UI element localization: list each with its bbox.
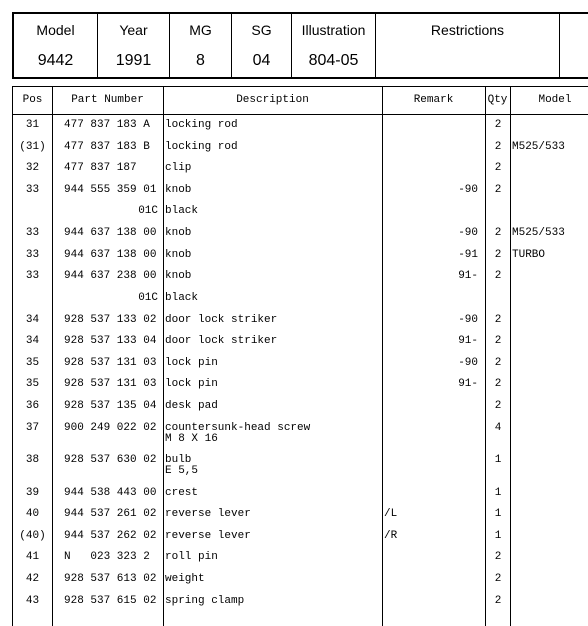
table-row: [13, 454, 588, 480]
part-number-cell: 944 538 443 00: [64, 487, 157, 499]
header-mg-label: MG: [189, 22, 212, 38]
description-cell: door lock striker: [165, 314, 278, 326]
pos-cell: (31): [19, 141, 46, 153]
pos-cell: 33: [25, 270, 40, 282]
pos-cell: 38: [25, 454, 40, 466]
part-number-cell: 928 537 630 02: [64, 454, 157, 466]
description-cell: reverse lever: [165, 508, 251, 520]
description-cell: lock pin: [165, 357, 218, 369]
part-number-cell: 477 837 187: [64, 162, 137, 174]
remark-cell: -90: [458, 357, 478, 369]
remark-cell: /L: [384, 508, 398, 520]
description-cell: knob: [165, 184, 192, 196]
qty-cell: 2: [494, 595, 502, 607]
pos-cell: 43: [25, 595, 40, 607]
table-row: [13, 184, 588, 204]
part-number-cell: 928 537 133 04: [64, 335, 157, 347]
header-sg-value: 04: [252, 52, 271, 69]
qty-cell: 2: [494, 378, 502, 390]
pos-cell: 32: [25, 162, 40, 174]
remark-cell: -91: [458, 249, 478, 261]
part-number-cell: 01C: [138, 292, 158, 304]
header-year: [98, 14, 170, 77]
part-number-cell: 01C: [138, 205, 158, 217]
part-number-cell: 928 537 613 02: [64, 573, 157, 585]
description-cell: reverse lever: [165, 530, 251, 542]
remark-cell: 91-: [458, 335, 478, 347]
table-row: [13, 530, 588, 550]
qty-cell: 1: [494, 508, 502, 520]
pos-cell: 34: [25, 314, 40, 326]
pos-cell: 40: [25, 508, 40, 520]
table-row: [13, 357, 588, 377]
col-header-part-number: Part Number: [71, 94, 144, 106]
header-restrictions: [376, 14, 560, 77]
description-detail-cell: M 8 X 16: [165, 433, 218, 445]
table-row: [13, 141, 588, 161]
description-cell: locking rod: [165, 141, 238, 153]
part-number-cell: 944 637 138 00: [64, 249, 157, 261]
qty-cell: 2: [494, 400, 502, 412]
remark-cell: 91-: [458, 378, 478, 390]
remark-cell: -90: [458, 227, 478, 239]
col-header-model: Model: [538, 94, 572, 106]
col-header-description: Description: [236, 94, 309, 106]
remark-cell: /R: [384, 530, 398, 542]
qty-cell: 2: [494, 119, 502, 131]
pos-cell: 42: [25, 573, 40, 585]
header-illustration-label: Illustration: [301, 22, 366, 38]
part-number-cell: 944 537 262 02: [64, 530, 157, 542]
table-row: [13, 400, 588, 420]
description-cell: roll pin: [165, 551, 218, 563]
description-cell: black: [165, 205, 199, 217]
header-model-label: Model: [36, 22, 75, 38]
description-cell: desk pad: [165, 400, 218, 412]
remark-cell: -90: [458, 184, 478, 196]
description-cell: knob: [165, 249, 192, 261]
header-illustration-value: 804-05: [308, 52, 359, 69]
header-mg-value: 8: [196, 52, 205, 69]
table-row: [13, 270, 588, 290]
header-illustration: [292, 14, 376, 77]
col-header-pos: Pos: [22, 94, 43, 106]
col-header-qty: Qty: [487, 94, 508, 106]
part-number-cell: 928 537 615 02: [64, 595, 157, 607]
model-cell: TURBO: [512, 249, 546, 261]
table-row: [13, 335, 588, 355]
table-row: [13, 551, 588, 571]
table-row: [13, 595, 588, 615]
description-cell: door lock striker: [165, 335, 278, 347]
qty-cell: 2: [494, 227, 502, 239]
description-cell: crest: [165, 487, 199, 499]
part-number-cell: 944 555 359 01: [64, 184, 157, 196]
qty-cell: 2: [494, 249, 502, 261]
qty-cell: 2: [494, 141, 502, 153]
table-row: [13, 227, 588, 247]
table-row: [13, 314, 588, 334]
part-number-cell: 477 837 183 A: [64, 119, 150, 131]
qty-cell: 2: [494, 184, 502, 196]
pos-cell: 41: [25, 551, 40, 563]
header-sg: [232, 14, 292, 77]
header-restrictions-label: Restrictions: [430, 22, 505, 38]
pos-cell: 36: [25, 400, 40, 412]
pos-cell: 35: [25, 378, 40, 390]
model-cell: M525/533: [512, 141, 565, 153]
pos-cell: 33: [25, 184, 40, 196]
part-number-cell: 477 837 183 B: [64, 141, 150, 153]
table-row: [13, 508, 588, 528]
part-number-cell: 900 249 022 02: [64, 422, 157, 434]
description-cell: locking rod: [165, 119, 238, 131]
qty-cell: 2: [494, 357, 502, 369]
qty-cell: 2: [494, 335, 502, 347]
header-sg-label: SG: [251, 22, 272, 38]
part-number-cell: 944 637 138 00: [64, 227, 157, 239]
qty-cell: 2: [494, 162, 502, 174]
header-year-value: 1991: [115, 52, 152, 69]
table-row: [13, 573, 588, 593]
part-number-cell: 944 537 261 02: [64, 508, 157, 520]
part-number-cell: 928 537 131 03: [64, 357, 157, 369]
part-number-cell: 944 637 238 00: [64, 270, 157, 282]
qty-cell: 2: [494, 314, 502, 326]
header-year-label: Year: [119, 22, 148, 38]
pos-cell: 31: [25, 119, 40, 131]
description-detail-cell: E 5,5: [165, 465, 199, 477]
part-number-cell: 928 537 131 03: [64, 378, 157, 390]
remark-cell: -90: [458, 314, 478, 326]
pos-cell: (40): [19, 530, 46, 542]
table-row: [13, 249, 588, 269]
catalog-header: [12, 12, 588, 79]
part-number-cell: N 023 323 2: [64, 551, 150, 563]
model-cell: M525/533: [512, 227, 565, 239]
pos-cell: 39: [25, 487, 40, 499]
remark-cell: 91-: [458, 270, 478, 282]
part-number-cell: 928 537 135 04: [64, 400, 157, 412]
parts-table: [12, 86, 588, 626]
description-cell: weight: [165, 573, 205, 585]
qty-cell: 1: [494, 487, 502, 499]
table-row: [13, 292, 588, 312]
description-cell: spring clamp: [165, 595, 245, 607]
col-header-remark: Remark: [413, 94, 454, 106]
qty-cell: 2: [494, 551, 502, 563]
table-row: [13, 487, 588, 507]
qty-cell: 2: [494, 270, 502, 282]
pos-cell: 35: [25, 357, 40, 369]
description-cell: lock pin: [165, 378, 218, 390]
qty-cell: 1: [494, 454, 502, 466]
pos-cell: 34: [25, 335, 40, 347]
header-mg: [170, 14, 232, 77]
header-divider: [13, 114, 588, 115]
header-model: [14, 14, 98, 77]
part-number-cell: 928 537 133 02: [64, 314, 157, 326]
table-row: [13, 205, 588, 225]
pos-cell: 33: [25, 249, 40, 261]
pos-cell: 33: [25, 227, 40, 239]
table-row: [13, 162, 588, 182]
qty-cell: 2: [494, 573, 502, 585]
qty-cell: 4: [494, 422, 502, 434]
qty-cell: 1: [494, 530, 502, 542]
table-row: [13, 119, 588, 139]
description-cell: clip: [165, 162, 192, 174]
description-cell: knob: [165, 227, 192, 239]
pos-cell: 37: [25, 422, 40, 434]
description-cell: countersunk-head screw: [165, 422, 311, 434]
description-cell: bulb: [165, 454, 192, 466]
description-cell: knob: [165, 270, 192, 282]
table-row: [13, 422, 588, 448]
description-cell: black: [165, 292, 199, 304]
table-row: [13, 378, 588, 398]
header-model-value: 9442: [37, 52, 74, 69]
